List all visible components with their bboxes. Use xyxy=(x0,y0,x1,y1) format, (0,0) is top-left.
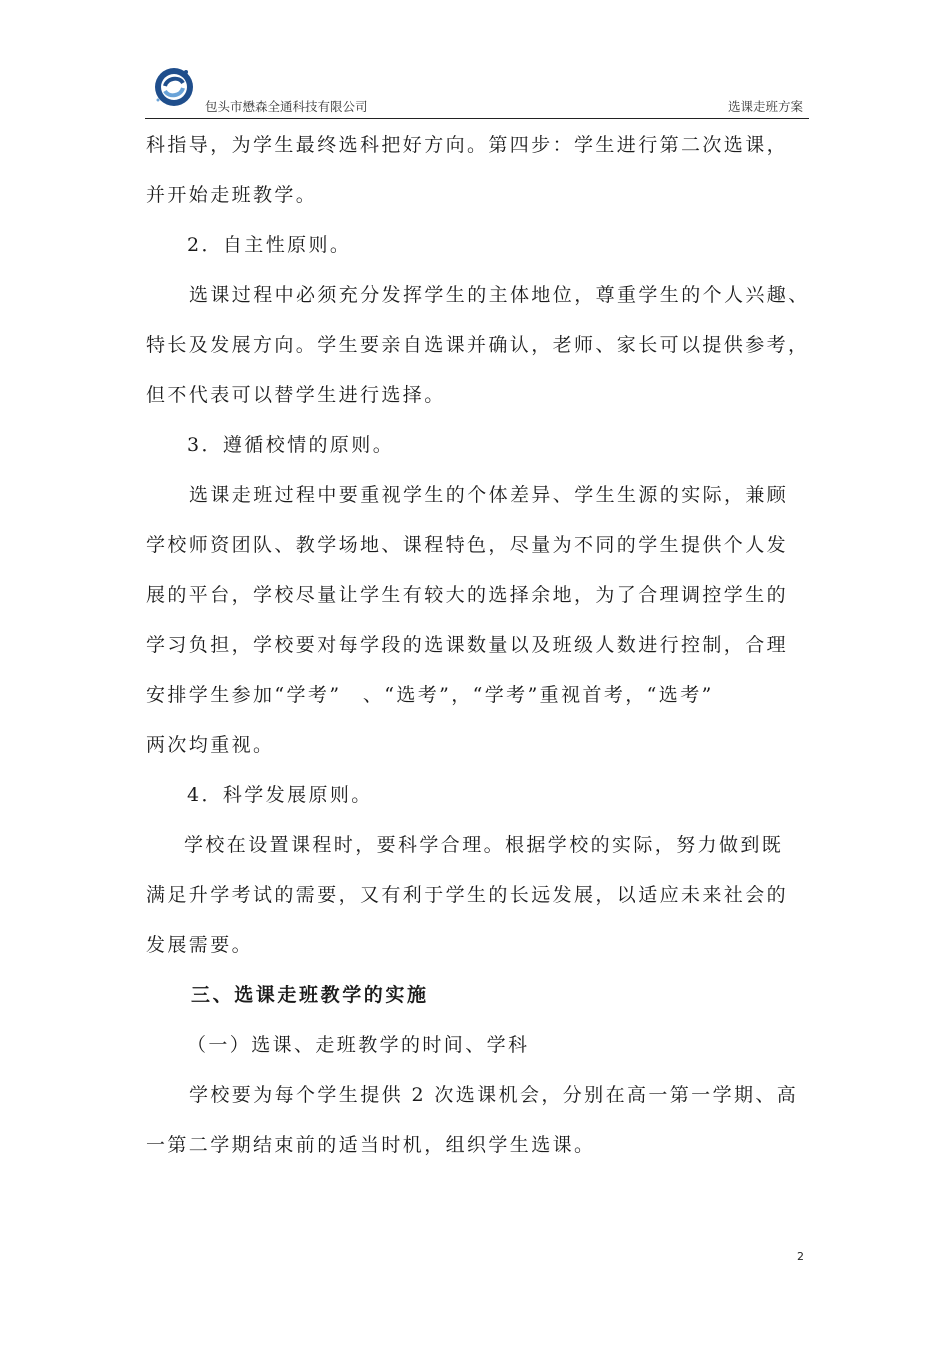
subsection-heading: （一）选课、走班教学的时间、学科 xyxy=(187,1034,530,1056)
body-line: 选课走班过程中要重视学生的个体差异、学生生源的实际，兼顾 xyxy=(189,484,789,506)
body-line: 发展需要。 xyxy=(146,934,254,956)
section-item-title: 4．科学发展原则。 xyxy=(187,784,373,806)
section-heading: 三、选课走班教学的实施 xyxy=(191,984,429,1006)
body-line: 学习负担，学校要对每学段的选课数量以及班级人数进行控制，合理 xyxy=(146,634,789,656)
body-line: 特长及发展方向。学生要亲自选课并确认，老师、家长可以提供参考， xyxy=(146,334,810,356)
company-logo-icon xyxy=(153,66,195,108)
body-line: 但不代表可以替学生进行选择。 xyxy=(146,384,446,406)
document-title: 选课走班方案 xyxy=(727,99,803,114)
page-header xyxy=(145,66,809,119)
body-line: 学校师资团队、教学场地、课程特色，尽量为不同的学生提供个人发 xyxy=(146,534,789,556)
body-line: 展的平台，学校尽量让学生有较大的选择余地，为了合理调控学生的 xyxy=(146,584,789,606)
body-line: 一第二学期结束前的适当时机，组织学生选课。 xyxy=(146,1134,596,1156)
body-line: 两次均重视。 xyxy=(146,734,275,756)
section-item-title: 2．自主性原则。 xyxy=(187,234,352,256)
body-line: 并开始走班教学。 xyxy=(146,184,318,206)
body-line: 安排学生参加“学考” 、“选考”，“学考”重视首考，“选考” xyxy=(146,684,714,706)
company-name: 包头市懋森全通科技有限公司 xyxy=(205,99,368,114)
body-line: 学校在设置课程时，要科学合理。根据学校的实际，努力做到既 xyxy=(184,834,784,856)
body-line: 满足升学考试的需要，又有利于学生的长远发展，以适应未来社会的 xyxy=(146,884,789,906)
body-line: 学校要为每个学生提供 2 次选课机会，分别在高一第一学期、高 xyxy=(189,1084,799,1106)
section-item-title: 3．遵循校情的原则。 xyxy=(187,434,395,456)
body-line: 科指导，为学生最终选科把好方向。第四步：学生进行第二次选课， xyxy=(146,134,789,156)
page-number: 2 xyxy=(797,1250,804,1263)
body-line: 选课过程中必须充分发挥学生的主体地位，尊重学生的个人兴趣、 xyxy=(189,284,810,306)
